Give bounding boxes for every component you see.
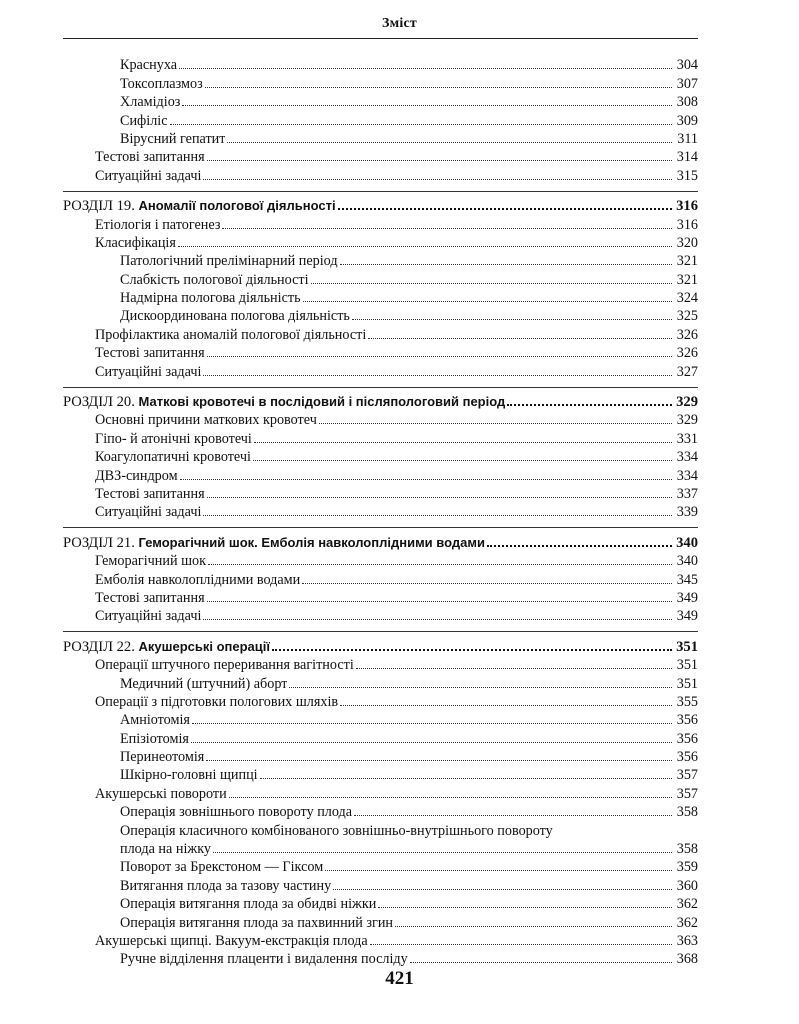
toc-entry bbox=[63, 783, 698, 801]
section-divider bbox=[63, 631, 698, 632]
toc-entry bbox=[63, 465, 698, 483]
toc-entry bbox=[63, 92, 698, 110]
chapter-heading bbox=[63, 532, 698, 550]
dot-leader bbox=[370, 944, 672, 945]
chapter-page: 329 bbox=[676, 394, 698, 411]
dot-leader bbox=[311, 283, 672, 284]
toc-entry-title: Тестові запитання bbox=[95, 345, 205, 362]
table-of-contents bbox=[63, 55, 698, 967]
toc-entry-title: Медичний (штучний) аборт bbox=[120, 675, 288, 692]
toc-entry-title: Патологічний прелімінарний період bbox=[120, 253, 338, 270]
dot-leader bbox=[179, 68, 672, 69]
toc-entry bbox=[63, 931, 698, 949]
dot-leader bbox=[378, 907, 672, 908]
toc-entry-title-line1: Операція класичного комбінованого зовнішньо-внутрішнього повороту bbox=[120, 822, 553, 839]
toc-entry-page: 325 bbox=[676, 308, 698, 325]
toc-entry-title: Епізіотомія bbox=[120, 730, 189, 747]
toc-entry-title-line2 bbox=[120, 839, 698, 857]
toc-entry bbox=[63, 165, 698, 183]
toc-entry-page: 340 bbox=[676, 553, 698, 570]
toc-entry-page: 314 bbox=[676, 149, 698, 166]
chapter-22-items-b bbox=[63, 857, 698, 967]
dot-leader bbox=[222, 228, 672, 229]
toc-entry-title: Тестові запитання bbox=[95, 485, 205, 502]
chapter-page: 340 bbox=[676, 534, 698, 551]
toc-entry-page: 360 bbox=[676, 877, 698, 894]
toc-entry-page: 304 bbox=[676, 57, 698, 74]
dot-leader bbox=[207, 356, 672, 357]
toc-entry bbox=[63, 55, 698, 73]
toc-entry bbox=[63, 875, 698, 893]
dot-leader bbox=[192, 723, 672, 724]
toc-entry bbox=[63, 214, 698, 232]
dot-leader bbox=[205, 87, 672, 88]
toc-entry-page: 368 bbox=[676, 951, 698, 968]
toc-entry-page: 321 bbox=[676, 253, 698, 270]
toc-entry-title: Ситуаційні задачі bbox=[95, 504, 202, 521]
toc-entry-title: Поворот за Брекстоном — Гіксом bbox=[120, 859, 324, 876]
dot-leader bbox=[254, 442, 672, 443]
toc-entry-title: Акушерські повороти bbox=[95, 785, 227, 802]
toc-entry-page: 349 bbox=[676, 608, 698, 625]
toc-entry bbox=[63, 269, 698, 287]
dot-leader bbox=[289, 687, 672, 688]
dot-leader bbox=[180, 479, 672, 480]
toc-entry bbox=[63, 251, 698, 269]
chapter-title bbox=[63, 394, 505, 410]
toc-entry-page: 356 bbox=[676, 749, 698, 766]
toc-entry-page: 351 bbox=[676, 675, 698, 692]
chapter-22-items-a bbox=[63, 655, 698, 821]
chapter-prefix: РОЗДІЛ 22. bbox=[63, 638, 135, 655]
chapter-heading bbox=[63, 196, 698, 214]
toc-entry-page: 362 bbox=[676, 914, 698, 931]
toc-entry-title: плода на ніжку bbox=[120, 841, 211, 858]
toc-entry-title: Тестові запитання bbox=[95, 149, 205, 166]
dot-leader bbox=[303, 301, 672, 302]
toc-entry-page: 320 bbox=[676, 234, 698, 251]
dot-leader bbox=[208, 564, 672, 565]
dot-leader bbox=[395, 926, 672, 927]
chapter-21 bbox=[63, 532, 698, 550]
chapter-title bbox=[63, 198, 336, 214]
toc-entry bbox=[63, 894, 698, 912]
toc-entry-page: 355 bbox=[676, 693, 698, 710]
chapter-name: Маткові кровотечі в послідовий і післяпологовий період bbox=[138, 394, 506, 410]
toc-entry-title: Профілактика аномалій пологової діяльності bbox=[95, 326, 367, 343]
section-divider bbox=[63, 387, 698, 388]
toc-entry bbox=[63, 588, 698, 606]
dot-leader bbox=[203, 179, 672, 180]
toc-entry-page: 315 bbox=[676, 167, 698, 184]
toc-entry bbox=[63, 343, 698, 361]
toc-entry-title: Ситуаційні задачі bbox=[95, 167, 202, 184]
chapter-22 bbox=[63, 636, 698, 654]
header-rule bbox=[63, 38, 698, 39]
toc-entry-page: 311 bbox=[677, 130, 698, 147]
toc-entry-title: Витягання плода за тазову частину bbox=[120, 877, 332, 894]
dot-leader bbox=[260, 778, 672, 779]
toc-entry-title: Вірусний гепатит bbox=[120, 130, 226, 147]
toc-entry-title: Операції з підготовки пологових шляхів bbox=[95, 693, 339, 710]
dot-leader bbox=[229, 797, 672, 798]
toc-entry bbox=[63, 606, 698, 624]
toc-entry-title: Ситуаційні задачі bbox=[95, 608, 202, 625]
chapter-19 bbox=[63, 196, 698, 214]
dot-leader bbox=[302, 583, 672, 584]
toc-entry-title: Геморагічний шок bbox=[95, 553, 207, 570]
toc-entry-title: Коагулопатичні кровотечі bbox=[95, 449, 251, 466]
toc-entry-page: 326 bbox=[676, 345, 698, 362]
toc-entry-title: Перинеотомія bbox=[120, 749, 205, 766]
dot-leader bbox=[227, 142, 672, 143]
chapter-name: Аномалії пологової діяльності bbox=[138, 198, 336, 214]
toc-entry-title: Тестові запитання bbox=[95, 589, 205, 606]
dot-leader bbox=[352, 319, 672, 320]
dot-leader bbox=[203, 619, 672, 620]
toc-entry-page: 362 bbox=[676, 896, 698, 913]
dot-leader bbox=[507, 404, 672, 406]
toc-entry-title: Шкірно-головні щипці bbox=[120, 767, 258, 784]
toc-entry-title: Ситуаційні задачі bbox=[95, 363, 202, 380]
toc-entry-title: Етіологія і патогенез bbox=[95, 216, 221, 233]
toc-entry-page: 308 bbox=[676, 94, 698, 111]
toc-entry bbox=[63, 484, 698, 502]
toc-entry-page: 349 bbox=[676, 589, 698, 606]
chapter-title bbox=[63, 535, 485, 551]
toc-entry-page: 356 bbox=[676, 712, 698, 729]
toc-entry bbox=[63, 147, 698, 165]
dot-leader bbox=[333, 889, 672, 890]
dot-leader bbox=[207, 601, 672, 602]
toc-entry-title: Токсоплазмоз bbox=[120, 75, 203, 92]
chapter-page: 351 bbox=[676, 638, 698, 655]
dot-leader bbox=[206, 760, 672, 761]
toc-entry-page: 357 bbox=[676, 767, 698, 784]
toc-entry-page: 359 bbox=[676, 859, 698, 876]
dot-leader bbox=[340, 264, 672, 265]
toc-entry-page: 331 bbox=[676, 430, 698, 447]
chapter-page: 316 bbox=[676, 198, 698, 215]
dot-leader bbox=[203, 515, 672, 516]
dot-leader bbox=[272, 649, 672, 651]
toc-entry-page: 358 bbox=[676, 841, 698, 858]
toc-entry bbox=[63, 288, 698, 306]
dot-leader bbox=[410, 962, 672, 963]
toc-entry bbox=[63, 324, 698, 342]
toc-entry-title: Краснуха bbox=[120, 57, 178, 74]
toc-entry-title: Надмірна пологова діяльність bbox=[120, 290, 301, 307]
toc-entry bbox=[63, 361, 698, 379]
toc-entry-page: 363 bbox=[676, 932, 698, 949]
dot-leader bbox=[182, 105, 672, 106]
chapter-name: Геморагічний шок. Емболія навколоплідними водами bbox=[138, 534, 485, 550]
chapter-title bbox=[63, 639, 270, 655]
chapter-heading bbox=[63, 636, 698, 654]
toc-entry bbox=[63, 551, 698, 569]
dot-leader bbox=[319, 423, 672, 424]
chapter-prefix: РОЗДІЛ 20. bbox=[63, 394, 135, 411]
toc-entry bbox=[63, 655, 698, 673]
toc-entry bbox=[63, 410, 698, 428]
toc-entry-title: Операція витягання плода за пахвинний згин bbox=[120, 914, 394, 931]
toc-entry-page: 357 bbox=[676, 785, 698, 802]
dot-leader bbox=[203, 375, 672, 376]
dot-leader bbox=[178, 246, 672, 247]
section-divider bbox=[63, 191, 698, 192]
toc-entry-page: 327 bbox=[676, 363, 698, 380]
toc-entry-page: 339 bbox=[676, 504, 698, 521]
toc-entry bbox=[63, 569, 698, 587]
toc-entry-page: 358 bbox=[676, 804, 698, 821]
dot-leader bbox=[170, 124, 672, 125]
chapter-19-items bbox=[63, 214, 698, 380]
toc-entry bbox=[63, 710, 698, 728]
toc-entry bbox=[63, 692, 698, 710]
toc-entry bbox=[63, 129, 698, 147]
toc-entry-page: 351 bbox=[676, 657, 698, 674]
dot-leader bbox=[340, 705, 672, 706]
toc-entry-title: Емболія навколоплідними водами bbox=[95, 571, 301, 588]
toc-entry-title: Сифіліс bbox=[120, 112, 168, 129]
toc-entry bbox=[63, 502, 698, 520]
toc-entry-title: Операції штучного переривання вагітності bbox=[95, 657, 354, 674]
toc-entry-title: Хламідіоз bbox=[120, 94, 181, 111]
toc-entry-title: Основні причини маткових кровотеч bbox=[95, 412, 317, 429]
toc-entry-title: Ручне відділення плаценти і видалення посліду bbox=[120, 951, 408, 968]
toc-entry bbox=[63, 110, 698, 128]
toc-entry bbox=[63, 765, 698, 783]
chapter-name: Акушерські операції bbox=[138, 638, 271, 654]
dot-leader bbox=[487, 545, 672, 547]
toc-entry bbox=[63, 728, 698, 746]
toc-entry bbox=[63, 949, 698, 967]
chapter-heading bbox=[63, 392, 698, 410]
toc-entry bbox=[63, 857, 698, 875]
dot-leader bbox=[338, 208, 672, 210]
toc-entry-page: 334 bbox=[676, 449, 698, 466]
section-divider bbox=[63, 527, 698, 528]
chapter-20 bbox=[63, 392, 698, 410]
toc-entry-page: 321 bbox=[676, 271, 698, 288]
toc-entry bbox=[63, 747, 698, 765]
dot-leader bbox=[354, 815, 672, 816]
toc-entry bbox=[63, 912, 698, 930]
toc-entry-title: Гіпо- й атонічні кровотечі bbox=[95, 430, 252, 447]
toc-entry-title: Дискоординована пологова діяльність bbox=[120, 308, 350, 325]
running-header: Зміст bbox=[382, 16, 417, 31]
dot-leader bbox=[207, 497, 672, 498]
toc-entry-page: 345 bbox=[676, 571, 698, 588]
toc-entry-page: 307 bbox=[676, 75, 698, 92]
dot-leader bbox=[325, 870, 672, 871]
toc-entry-page: 356 bbox=[676, 730, 698, 747]
toc-entry-title: Слабкість пологової діяльності bbox=[120, 271, 309, 288]
toc-entry-page: 316 bbox=[676, 216, 698, 233]
chapter-prefix: РОЗДІЛ 19. bbox=[63, 198, 135, 215]
toc-entry-page: 324 bbox=[676, 290, 698, 307]
toc-entry bbox=[63, 447, 698, 465]
toc-entry-page: 329 bbox=[676, 412, 698, 429]
toc-entry-page: 334 bbox=[676, 467, 698, 484]
dot-leader bbox=[213, 852, 672, 853]
toc-entry-title: Амніотомія bbox=[120, 712, 190, 729]
toc-entry-wrapped bbox=[63, 820, 698, 857]
page-number: 421 bbox=[385, 968, 414, 989]
toc-entry-page: 337 bbox=[676, 485, 698, 502]
toc-entry bbox=[63, 306, 698, 324]
toc-entry-title: ДВЗ-синдром bbox=[95, 467, 178, 484]
toc-entry-page: 309 bbox=[676, 112, 698, 129]
toc-entry bbox=[63, 802, 698, 820]
toc-entry-title: Операція зовнішнього повороту плода bbox=[120, 804, 353, 821]
toc-entry-title: Акушерські щипці. Вакуум-екстракція плода bbox=[95, 932, 368, 949]
toc-entry-title: Класифікація bbox=[95, 234, 176, 251]
dot-leader bbox=[356, 668, 672, 669]
toc-entry bbox=[63, 73, 698, 91]
toc-entry bbox=[63, 673, 698, 691]
dot-leader bbox=[253, 460, 672, 461]
toc-entry-title: Операція витягання плода за обидві ніжки bbox=[120, 896, 377, 913]
chapter-prefix: РОЗДІЛ 21. bbox=[63, 534, 135, 551]
toc-entry bbox=[63, 428, 698, 446]
toc-entry-page: 326 bbox=[676, 326, 698, 343]
chapter-21-items bbox=[63, 551, 698, 625]
dot-leader bbox=[207, 160, 672, 161]
toc-entry bbox=[63, 233, 698, 251]
dot-leader bbox=[191, 742, 672, 743]
chapter-20-items bbox=[63, 410, 698, 520]
toc-group-continued bbox=[63, 55, 698, 184]
dot-leader bbox=[368, 338, 672, 339]
